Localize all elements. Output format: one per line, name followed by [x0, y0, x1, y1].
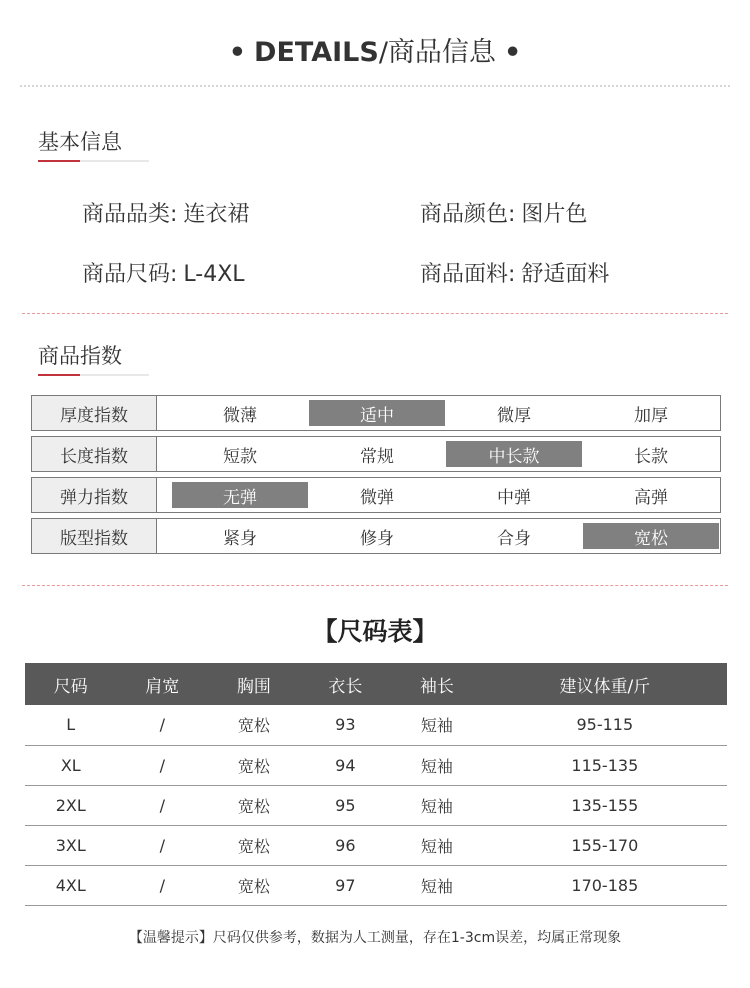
info-value: L-4XL — [183, 262, 245, 287]
table-cell: 155-170 — [483, 825, 727, 865]
index-option: 常规 — [360, 446, 394, 467]
table-cell: 97 — [300, 865, 392, 905]
table-cell: 短袖 — [391, 865, 483, 905]
index-row — [31, 477, 721, 513]
index-option: 合身 — [497, 528, 531, 549]
index-option: 微厚 — [497, 405, 531, 426]
page-header — [0, 30, 750, 69]
index-row-label: 厚度指数 — [32, 396, 157, 430]
index-row — [31, 518, 721, 554]
info-size — [82, 257, 245, 288]
product-index-underline — [38, 374, 149, 376]
size-tip: 【温馨提示】尺码仅供参考，数据为人工测量，存在1-3cm误差，均属正常现象 — [128, 930, 622, 946]
table-cell: 170-185 — [483, 865, 727, 905]
size-chart-table — [25, 663, 727, 906]
table-cell: 95-115 — [483, 705, 727, 745]
table-cell: 短袖 — [391, 745, 483, 785]
index-option: 长款 — [634, 446, 668, 467]
table-cell: / — [117, 865, 209, 905]
table-cell: 短袖 — [391, 825, 483, 865]
table-cell: 2XL — [25, 785, 117, 825]
info-label: 商品尺码: — [82, 262, 178, 287]
table-cell: XL — [25, 745, 117, 785]
table-row — [25, 825, 727, 865]
size-chart-header-cell: 衣长 — [300, 663, 392, 705]
info-label: 商品品类: — [82, 202, 178, 227]
size-chart-header-row — [25, 663, 727, 705]
table-cell: 96 — [300, 825, 392, 865]
index-option-selected: 适中 — [309, 400, 445, 426]
table-row — [25, 785, 727, 825]
info-value: 舒适面料 — [521, 262, 610, 287]
header-divider — [20, 85, 730, 87]
index-row-options — [157, 437, 720, 471]
table-cell: / — [117, 705, 209, 745]
index-row-label: 版型指数 — [32, 519, 157, 553]
table-cell: 95 — [300, 785, 392, 825]
info-fabric — [420, 257, 609, 288]
table-cell: 短袖 — [391, 705, 483, 745]
table-cell: / — [117, 745, 209, 785]
basic-info-underline — [38, 160, 149, 162]
table-cell: / — [117, 825, 209, 865]
info-color — [420, 197, 587, 228]
table-row — [25, 745, 727, 785]
table-cell: 短袖 — [391, 785, 483, 825]
table-cell: 宽松 — [208, 825, 300, 865]
section-divider — [22, 313, 728, 314]
index-option: 修身 — [360, 528, 394, 549]
table-cell: 94 — [300, 745, 392, 785]
size-chart-header-cell: 肩宽 — [117, 663, 209, 705]
section-divider — [22, 585, 728, 586]
bullet-left: • — [228, 37, 247, 68]
index-row — [31, 395, 721, 431]
size-chart-header-cell: 建议体重/斤 — [483, 663, 727, 705]
basic-info-title: 基本信息 — [38, 130, 122, 154]
table-cell: 4XL — [25, 865, 117, 905]
index-option: 微薄 — [223, 405, 257, 426]
index-option: 中弹 — [497, 487, 531, 508]
index-option: 短款 — [223, 446, 257, 467]
info-value: 图片色 — [521, 202, 588, 227]
index-row-options — [157, 519, 720, 553]
table-cell: L — [25, 705, 117, 745]
size-chart-title: 【尺码表】 — [312, 617, 438, 646]
table-row — [25, 865, 727, 905]
table-cell: / — [117, 785, 209, 825]
info-value: 连衣裙 — [183, 202, 250, 227]
product-index-title: 商品指数 — [38, 344, 122, 368]
index-row-options — [157, 478, 720, 512]
table-cell: 135-155 — [483, 785, 727, 825]
info-label: 商品颜色: — [420, 202, 516, 227]
index-option-selected: 无弹 — [172, 482, 308, 508]
table-cell: 93 — [300, 705, 392, 745]
table-cell: 115-135 — [483, 745, 727, 785]
bullet-right: • — [503, 37, 522, 68]
size-chart-header-cell: 袖长 — [391, 663, 483, 705]
size-chart-header-cell: 胸围 — [208, 663, 300, 705]
index-row-label: 长度指数 — [32, 437, 157, 471]
table-cell: 3XL — [25, 825, 117, 865]
table-cell: 宽松 — [208, 865, 300, 905]
table-cell: 宽松 — [208, 745, 300, 785]
info-label: 商品面料: — [420, 262, 516, 287]
header-title-cn: /商品信息 — [378, 37, 496, 68]
header-title-en: DETAILS — [254, 37, 379, 68]
table-cell: 宽松 — [208, 785, 300, 825]
size-chart-header-cell: 尺码 — [25, 663, 117, 705]
index-option: 加厚 — [634, 405, 668, 426]
index-row-label: 弹力指数 — [32, 478, 157, 512]
index-option: 微弹 — [360, 487, 394, 508]
index-row-options — [157, 396, 720, 430]
index-option-selected: 中长款 — [446, 441, 582, 467]
table-row — [25, 705, 727, 745]
index-option: 高弹 — [634, 487, 668, 508]
index-option-selected: 宽松 — [583, 523, 719, 549]
index-option: 紧身 — [223, 528, 257, 549]
index-row — [31, 436, 721, 472]
table-cell: 宽松 — [208, 705, 300, 745]
info-category — [82, 197, 249, 228]
